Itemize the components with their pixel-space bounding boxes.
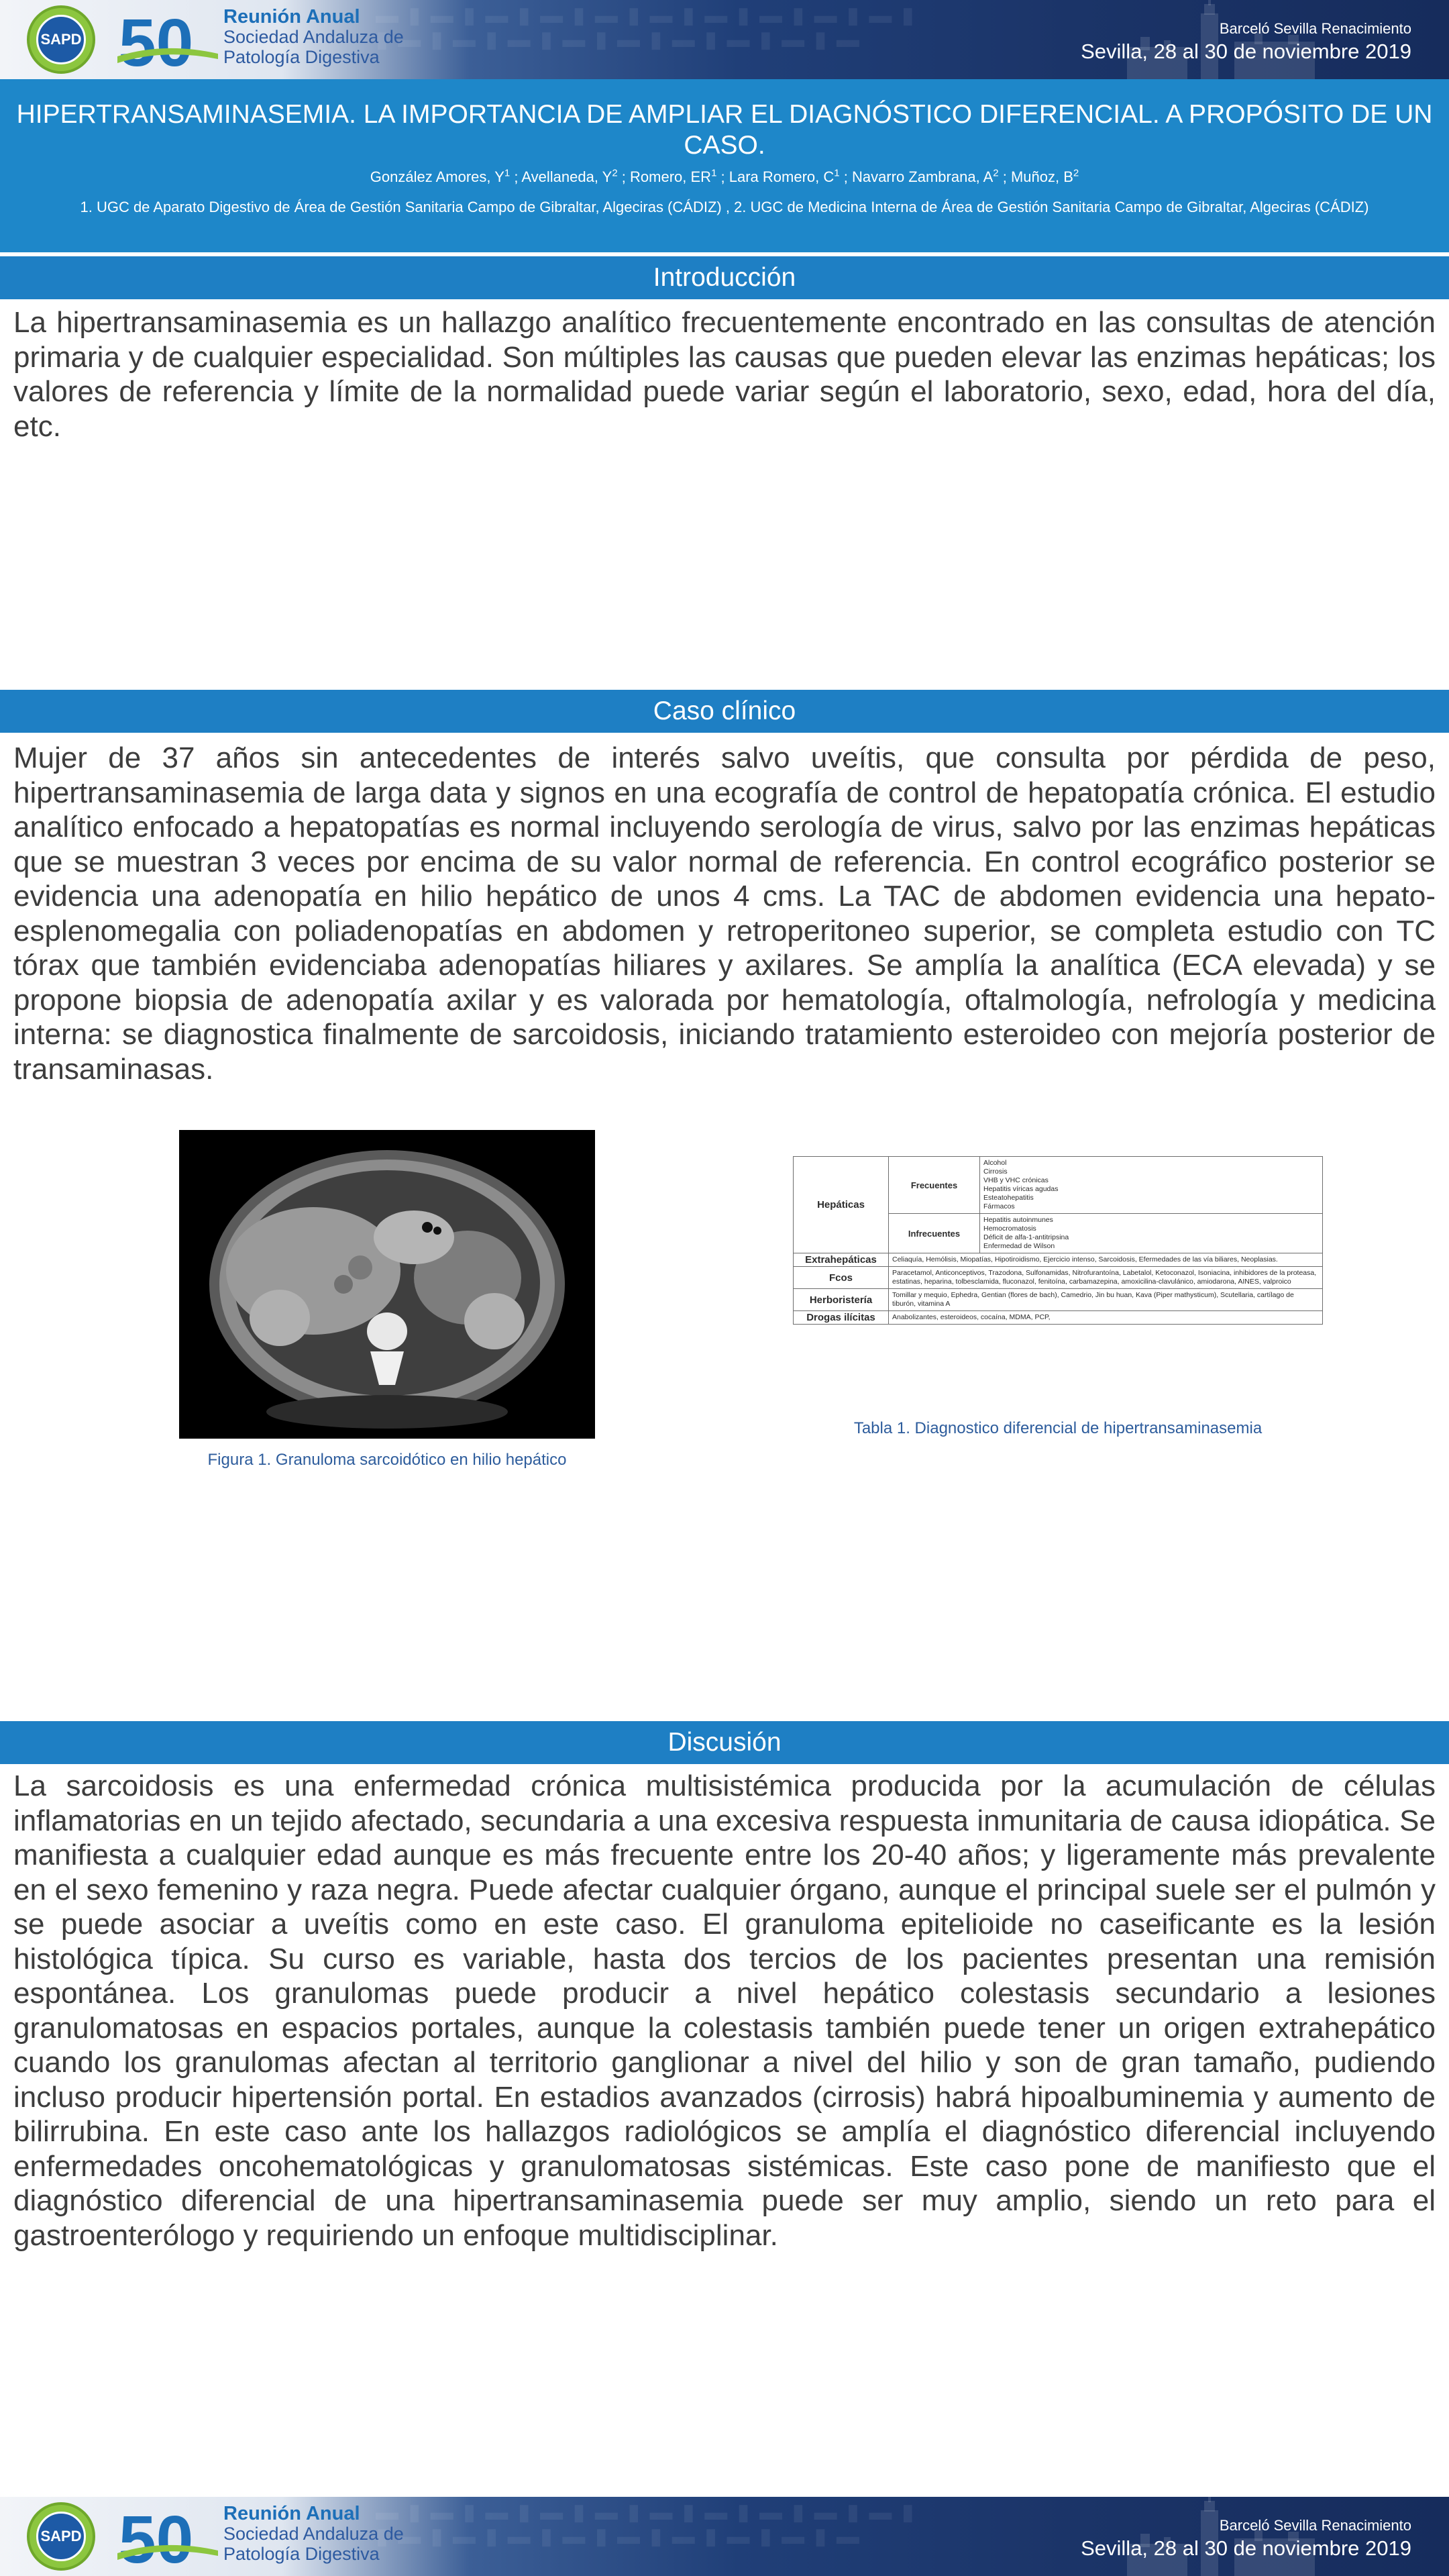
header-banner — [0, 0, 1449, 79]
meeting-title-line1: Reunión Anual — [223, 2503, 360, 2524]
table-cat-herboristeria: Herboristería — [794, 1289, 889, 1311]
list-item: Alcohol — [983, 1159, 1007, 1167]
affiliations: 1. UGC de Aparato Digestivo de Área de Gestión Sanitaria Campo de Gibraltar, Algeciras (CÁDIZ) , 2. UGC de Medicina Interna de Área de Gestión Sanitaria Campo de Gibraltar, Algeciras (CÁDIZ) — [80, 199, 1369, 216]
footer-banner — [0, 2497, 1449, 2576]
table-sub-infrecuentes: Infrecuentes — [889, 1214, 980, 1253]
discussion-paragraph: La sarcoidosis es una enfermedad crónica multisistémica producida por la acumulación de células inflamatorias en un tejido afectado, secundaria a una excesiva respuesta inmunitaria de causa idiopática. Se manifiesta a cualquier edad aunque es más frecuente entre los 20-40 años; y ligeramente más prevalente en el sexo femenino y raza negra. Puede afectar cualquier órgano, aunque el principal suele ser el pulmón y se puede asociar a uveítis como en este caso. El granuloma epitelioide no caseificante es la lesión histológica típica. Su curso es variable, hasta dos tercios de los pacientes presentan una remisión espontánea. Los granulomas puede producir a nivel hepático colestasis secundario a lesiones granulomatosas en espacios portales, aunque la colestasis también puede tener un origen extrahepático cuando los granulomas afectan al territorio ganglionar a nivel del hilio y son de gran tamaño, pudiendo incluso producir hipertensión portal. En estadios avanzados (cirrosis) habrá hipoalbuminemia y aumento de bilirrubina. En este caso ante los hallazgos radiológicos se amplía el diagnóstico diferencial incluyendo enfermedades oncohematológicas y granulomatosas sistémicas. Este caso pone de manifiesto que el diagnóstico diferencial de una hipertransaminasemia puede ser muy amplio, siendo un reto para el gastroenterólogo y requiriendo un enfoque multidisciplinar. — [13, 1769, 1436, 2252]
venue-info — [1081, 2516, 1411, 2561]
list-item: Esteatohepatitis — [983, 1194, 1034, 1202]
author-name: Romero, $ER^1$ — [630, 168, 717, 186]
table-row — [794, 1267, 1323, 1289]
intro-paragraph: La hipertransaminasemia es un hallazgo analítico frecuentemente encontrado en las consultas de atención primaria y de cualquier especialidad. Son múltiples las causas que pueden elevar las enzimas hepáticas; los valores de referencia y límite de la normalidad puede variar según el laboratorio, sexo, edad, hora del día, etc. — [13, 306, 1436, 443]
meeting-title-line1: Reunión Anual — [223, 6, 360, 28]
sapd-logo-text: SAPD — [36, 15, 86, 64]
table-row — [794, 1253, 1323, 1267]
author-name: Avellaneda, $Y^2$ — [521, 168, 618, 186]
fifty-text: 50 — [119, 7, 194, 74]
list-item: Déficit de alfa-1-antitripsina — [983, 1233, 1069, 1241]
table-cell-extrahepaticas: Celiaquía, Hemólisis, Miopatías, Hipotiroidismo, Ejercicio intenso, Sarcoidosis, Efermedades de las vía biliares, Neoplasias. — [889, 1253, 1323, 1267]
venue-dates: Sevilla, 28 al 30 de noviembre 2019 — [1081, 40, 1411, 63]
table1-caption: Tabla 1. Diagnostico diferencial de hipertransaminasemia — [853, 1419, 1263, 1437]
list-item: Cirrosis — [983, 1168, 1008, 1176]
author-name: Muñoz, $B^2$ — [1010, 168, 1079, 186]
author-list: González Amores, $Y^1$ ; Avellaneda, $Y^2$ ; Romero, $ER^1$ ; Lara Romero, $C^1$ ; Navarro Zambrana, $A^2$ ; Muñoz, $B^2$ — [370, 168, 1079, 186]
table-row — [794, 1289, 1323, 1311]
table-list-infrecuentes — [980, 1214, 1323, 1253]
author-affiliation-mark: 1 — [711, 168, 717, 179]
list-item: VHB y VHC crónicas — [983, 1176, 1049, 1184]
table-cell-herboristeria: Tomillar y mequio, Ephedra, Gentian (flores de bach), Camedrio, Jin bu huan, Kava (Piper mathysticum), Scutellaria, cartílago de tiburón, vitamina A — [889, 1289, 1323, 1311]
fiftieth-anniversary-logo — [117, 2504, 218, 2571]
venue-hotel: Barceló Sevilla Renacimiento — [1219, 20, 1411, 37]
sapd-logo-text: SAPD — [36, 2512, 86, 2561]
case-paragraph: Mujer de 37 años sin antecedentes de interés salvo uveítis, que consulta por pérdida de peso, hipertransaminasemia de larga data y signos en una ecografía de control de hepatopatía crónica. El estudio analítico enfocado a hepatopatías es normal incluyendo serología de virus, salvo por las enzimas hepáticas que se muestran 3 veces por encima de su valor normal de referencia. En control ecográfico posterior se evidencia una adenopatía en hilio hepático de unos 4 cms. La TAC de abdomen evidencia una hepato-esplenomegalia con poliadenopatías en abdomen y retroperitoneo superior, se completa estudio con TC tórax que también evidenciaba adenopatías hiliares y axilares. Se amplía la analítica (ECA elevada) y se propone biopsia de adenopatía axilar y es valorada por hematología, oftalmología, nefrología y medicina interna: se diagnostica finalmente de sarcoidosis, iniciando tratamiento esteroideo con mejoría posterior de transaminasas. — [13, 741, 1436, 1086]
section-heading-introduccion: Introducción — [0, 256, 1449, 299]
fifty-text: 50 — [119, 2504, 194, 2571]
list-item: Fármacos — [983, 1202, 1015, 1210]
poster-title-block — [0, 79, 1449, 252]
table-row — [794, 1157, 1323, 1214]
figure1-caption: Figura 1. Granuloma sarcoidótico en hilio hepático — [207, 1451, 567, 1469]
section-heading-discusion: Discusión — [0, 1721, 1449, 1764]
table-cell-fcos: Paracetamol, Anticonceptivos, Trazodona, Sulfonamidas, Nitrofurantoína, Labetalol, Ketoconazol, Isoniacina, inhibidores de la proteasa, estatinas, heparina, tolbesclamida, fluconazol, fenitoína, carbamazepina, amoxicilina-clavulánico, amiodarona, AINES, valproico — [889, 1267, 1323, 1289]
ct-scan-image — [179, 1130, 595, 1439]
venue-hotel: Barceló Sevilla Renacimiento — [1219, 2517, 1411, 2534]
fiftieth-anniversary-logo — [117, 7, 218, 74]
author-affiliation-mark: 2 — [993, 168, 999, 179]
meeting-title-line3: Patología Digestiva — [223, 47, 380, 67]
table-cat-extrahepaticas: Extrahepáticas — [794, 1253, 889, 1267]
meeting-title-line2: Sociedad Andaluza de — [223, 27, 404, 47]
author-affiliation-mark: 2 — [612, 168, 618, 179]
banner-watermark: ▬ ▮ ▬ ▮ ▬ ▮ ▬ ▮ ▬ ▮ ▬ ▮ ▬ ▮ ▬ ▮ ▬ ▮ ▬ ▮ ▮ ▬ ▮ ▬ ▮ ▬ ▮ ▬ ▮ ▬ ▮ ▬ ▮ ▬ ▮ ▬ ▮ ▬ — [376, 2500, 916, 2549]
list-item: Hemocromatosis — [983, 1225, 1036, 1233]
author-name: Navarro Zambrana, $A^2$ — [851, 168, 999, 186]
meeting-title — [223, 7, 404, 67]
table-row — [794, 1311, 1323, 1325]
sapd-logo — [27, 2502, 95, 2571]
venue-info — [1081, 19, 1411, 64]
table-cat-hepaticas: Hepáticas — [794, 1157, 889, 1253]
meeting-title — [223, 2504, 404, 2564]
list-item: Enfermedad de Wilson — [983, 1242, 1055, 1250]
banner-watermark: ▬ ▮ ▬ ▮ ▬ ▮ ▬ ▮ ▬ ▮ ▬ ▮ ▬ ▮ ▬ ▮ ▬ ▮ ▬ ▮ ▮ ▬ ▮ ▬ ▮ ▬ ▮ ▬ ▮ ▬ ▮ ▬ ▮ ▬ ▮ ▬ ▮ ▬ — [376, 3, 916, 52]
meeting-title-line2: Sociedad Andaluza de — [223, 2524, 404, 2544]
table-cat-fcos: Fcos — [794, 1267, 889, 1289]
sapd-logo — [27, 5, 95, 74]
author-affiliation-mark: 1 — [834, 168, 840, 179]
table-list-frecuentes — [980, 1157, 1323, 1214]
list-item: Hepatitis víricas agudas — [983, 1185, 1059, 1193]
table-cat-drogas: Drogas ilícitas — [794, 1311, 889, 1325]
author-affiliation-mark: 1 — [504, 168, 511, 179]
author-name: González Amores, $Y^1$ — [370, 168, 511, 186]
section-heading-caso-clinico: Caso clínico — [0, 690, 1449, 733]
ddx-table — [793, 1156, 1323, 1325]
author-affiliation-mark: 2 — [1073, 168, 1079, 179]
table-cell-drogas: Anabolizantes, esteroideos, cocaína, MDMA, PCP, — [889, 1311, 1323, 1325]
poster-title: HIPERTRANSAMINASEMIA. LA IMPORTANCIA DE AMPLIAR EL DIAGNÓSTICO DIFERENCIAL. A PROPÓSITO DE UN CASO. — [16, 100, 1433, 160]
author-name: Lara Romero, $C^1$ — [729, 168, 840, 186]
table-sub-frecuentes: Frecuentes — [889, 1157, 980, 1214]
meeting-title-line3: Patología Digestiva — [223, 2544, 380, 2564]
list-item: Hepatitis autoinmunes — [983, 1216, 1053, 1224]
venue-dates: Sevilla, 28 al 30 de noviembre 2019 — [1081, 2536, 1411, 2560]
